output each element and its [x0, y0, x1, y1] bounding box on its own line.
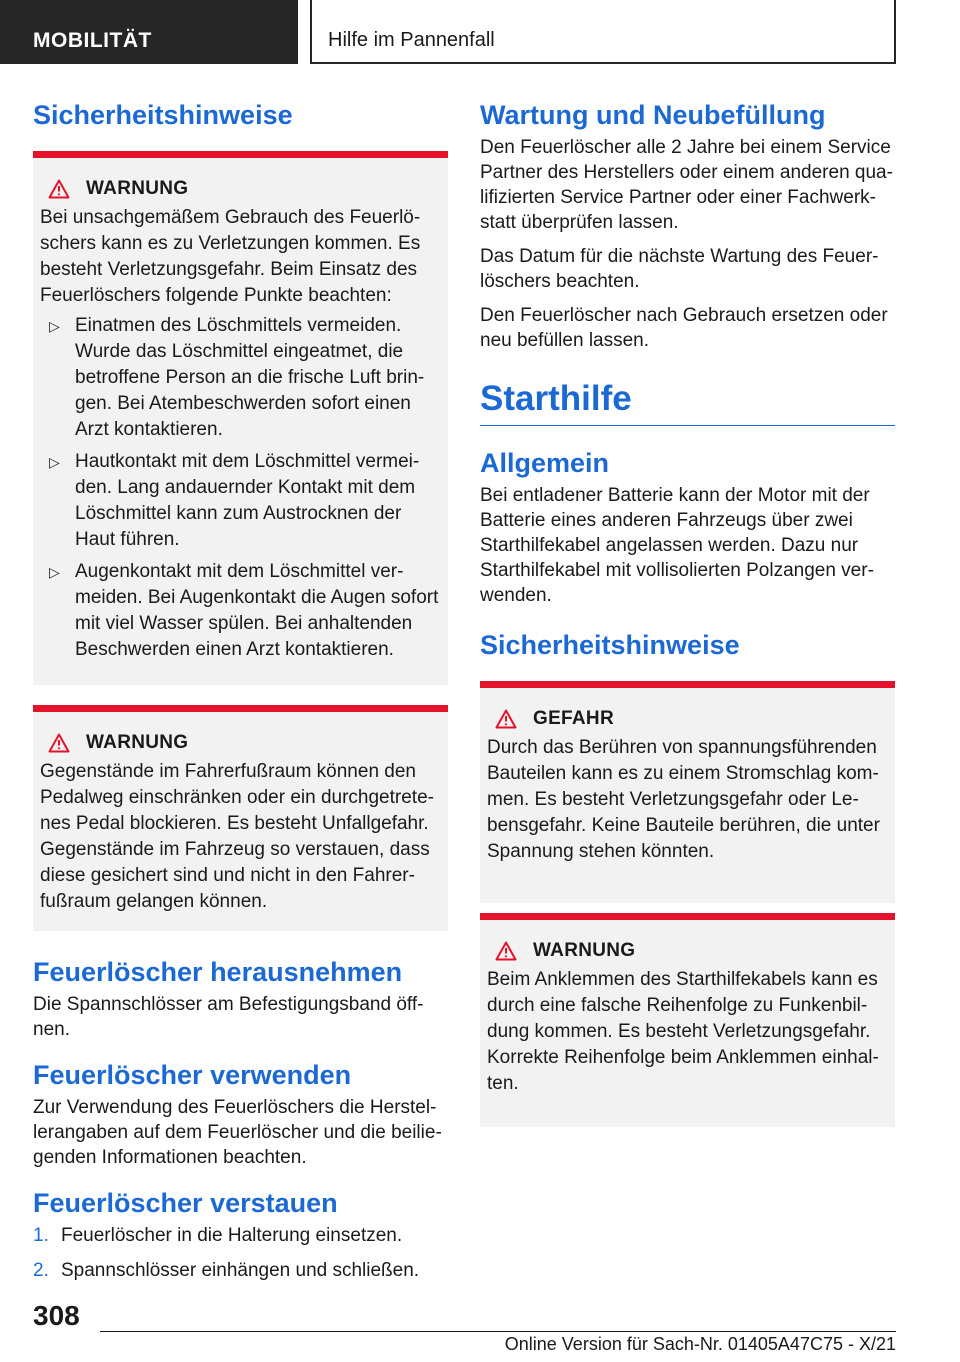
chapter-title: Hilfe im Pannenfall: [310, 0, 896, 64]
warning-callout-header: [487, 940, 887, 962]
maintenance-paragraph: Den Feuerlöscher alle 2 Jahre bei einem Service Partner des Herstellers oder einem anderen qualifizierten Service Partner oder einer Fachwerkstatt überprüfen lassen.: [480, 137, 893, 234]
bullet-marker: ▷: [49, 318, 60, 335]
footer-online-version: Online Version für Sach-Nr. 01405A47C75 - X/21: [504, 1334, 896, 1354]
danger-text: Durch das Berühren von spannungsführenden Bauteilen kann es zu einem Stromschlag kommen. Es besteht Verletzungsgefahr oder Lebensgefahr. Keine Bauteile berühren, die unter Spannung stehen könnten.: [487, 737, 880, 863]
step-item: 1. Feuerlöscher in die Halterung einsetzen.: [33, 1223, 448, 1249]
bullet-item: ▷ Einatmen des Löschmittels vermeiden. Wurde das Löschmittel eingeatmet, die betroffene Person an die frische Luft bringen. Bei Atembeschwerden sofort einen Arzt kontaktieren.: [49, 315, 425, 441]
warning-callout-1: [33, 151, 448, 685]
warning-triangle-icon: [48, 733, 70, 753]
warning-triangle-icon: [495, 941, 517, 961]
use-text: Zur Verwendung des Feuerlöschers die Herstellerangaben auf dem Feuerlöscher und die beiliegenden Informationen beachten.: [33, 1097, 442, 1169]
danger-callout-header: [487, 708, 887, 730]
jump-start-heading: Starthilfe: [480, 379, 895, 426]
step-number: 2.: [33, 1260, 49, 1282]
warning-callout-3: [480, 913, 895, 1127]
general-heading: Allgemein: [480, 448, 610, 479]
use-heading: Feuerlöscher verwenden: [33, 1060, 352, 1091]
danger-callout: [480, 681, 895, 903]
bullet-item: ▷ Augenkontakt mit dem Löschmittel vermeiden. Bei Augenkontakt die Augen sofort mit viel Wasser spülen. Bei anhaltenden Beschwerden einen Arzt kontaktieren.: [49, 561, 439, 661]
maintenance-paragraph: Das Datum für die nächste Wartung des Feuerlöschers beachten.: [480, 246, 879, 293]
step-number: 1.: [33, 1225, 49, 1247]
bullet-marker: ▷: [49, 454, 60, 471]
warning-label: WARNUNG: [86, 178, 189, 200]
warning-bullet-list: [40, 313, 440, 663]
warning-text: Bei unsachgemäßem Gebrauch des Feuerlöschers kann es zu Verletzungen kommen. Es besteht Verletzungsgefahr. Beim Einsatz des Feuerlöschers folgende Punkte beachten:: [40, 207, 421, 307]
step-item: 2. Spannschlösser einhängen und schließen.: [33, 1258, 448, 1284]
maintenance-heading: Wartung und Neubefüllung: [480, 100, 826, 130]
left-column: [33, 100, 448, 1293]
stow-steps-list: [33, 1223, 448, 1284]
warning-triangle-icon: [48, 179, 70, 199]
warning-text: Beim Anklemmen des Starthilfekabels kann es durch eine falsche Reihenfolge zu Funkenbildung kommen. Es besteht Verletzungsgefahr. Korrekte Reihenfolge beim Anklemmen einhalten.: [487, 969, 879, 1095]
warning-label: WARNUNG: [86, 732, 189, 754]
warning-callout-header: [40, 178, 440, 200]
footer-rule: [100, 1331, 896, 1332]
warning-triangle-icon: [495, 709, 517, 729]
safety-heading-left: Sicherheitshinweise: [33, 100, 293, 130]
warning-callout-header: [40, 732, 440, 754]
warning-text: Gegenstände im Fahrerfußraum können den Pedalweg einschränken oder ein durchgetretenes Pedal blockieren. Es besteht Unfallgefahr. Gegenstände im Fahrzeug so verstauen, dass diese gesichert sind und nicht in den Fahrerfußraum gelangen können.: [40, 761, 434, 913]
general-text: Bei entladener Batterie kann der Motor mit der Batterie eines anderen Fahrzeugs über zwei Starthilfekabel angelassen werden. Dazu nur Starthilfekabel mit vollisolierten Polzangen verwenden.: [480, 485, 874, 607]
page-number: 308: [33, 1300, 80, 1331]
right-column: [480, 100, 895, 1127]
stow-heading: Feuerlöscher verstauen: [33, 1188, 338, 1219]
section-tab: MOBILITÄT: [0, 0, 298, 64]
warning-callout-2: [33, 705, 448, 931]
warning-label: WARNUNG: [533, 940, 636, 962]
remove-heading: Feuerlöscher herausnehmen: [33, 957, 403, 988]
danger-label: GEFAHR: [533, 708, 614, 730]
maintenance-paragraph: Den Feuerlöscher nach Gebrauch ersetzen oder neu befüllen lassen.: [480, 305, 888, 352]
remove-text: Die Spannschlösser am Befestigungsband öffnen.: [33, 994, 424, 1041]
bullet-item: ▷ Hautkontakt mit dem Löschmittel vermeiden. Lang andauernder Kontakt mit dem Löschmittel kann zum Austrocknen der Haut führen.: [49, 451, 420, 551]
safety-heading-right: Sicherheitshinweise: [480, 630, 740, 661]
bullet-marker: ▷: [49, 564, 60, 581]
